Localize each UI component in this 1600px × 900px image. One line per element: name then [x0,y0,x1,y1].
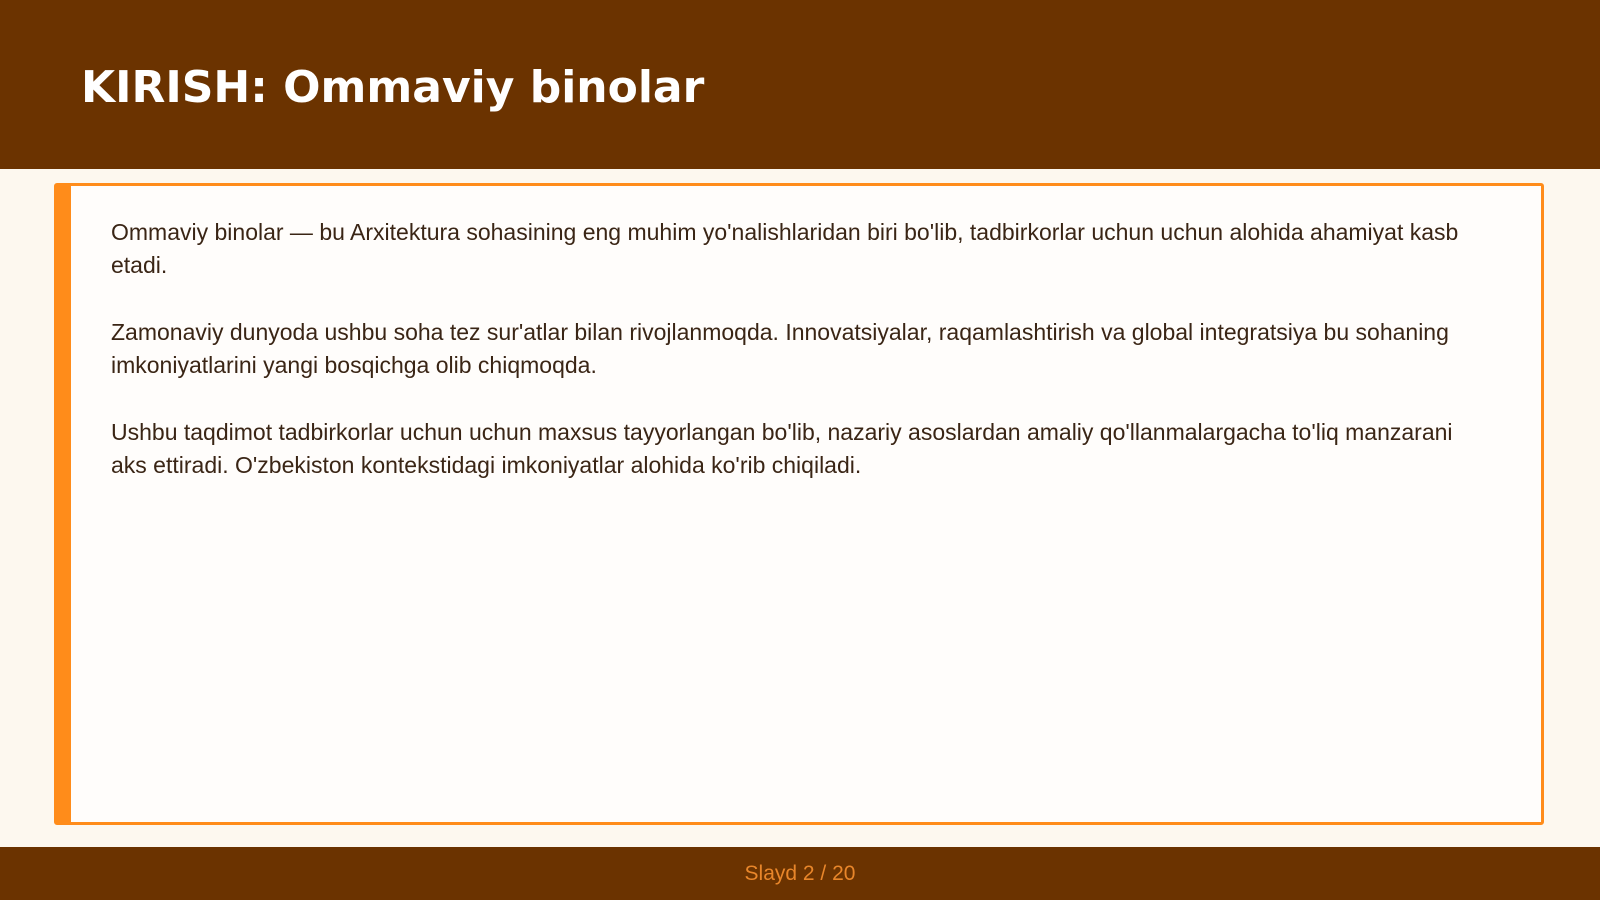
slide-number: Slayd 2 / 20 [744,862,856,885]
slide-header [0,0,1600,169]
content-card [54,183,1544,825]
intro-paragraph: Ushbu taqdimot tadbirkorlar uchun uchun maxsus tayyorlangan bo'lib, nazariy asoslardan amaliy qo'llanmalargacha to'liq manzarani aks ettiradi. O'zbekiston kontekstidagi imkoniyatlar alohida ko'rib chiqiladi. [111,419,1453,478]
slide-footer [0,847,1600,900]
content-body [111,216,1491,516]
intro-paragraph: Ommaviy binolar — bu Arxitektura sohasining eng muhim yo'nalishlaridan biri bo'lib, tadbirkorlar uchun uchun alohida ahamiyat kasb etadi. [111,219,1459,278]
slide-title: KIRISH: Ommaviy binolar [81,62,705,113]
intro-paragraph: Zamonaviy dunyoda ushbu soha tez sur'atlar bilan rivojlanmoqda. Innovatsiyalar, raqamlashtirish va global integratsiya bu sohaning imkoniyatlarini yangi bosqichga olib chiqmoqda. [111,319,1449,378]
